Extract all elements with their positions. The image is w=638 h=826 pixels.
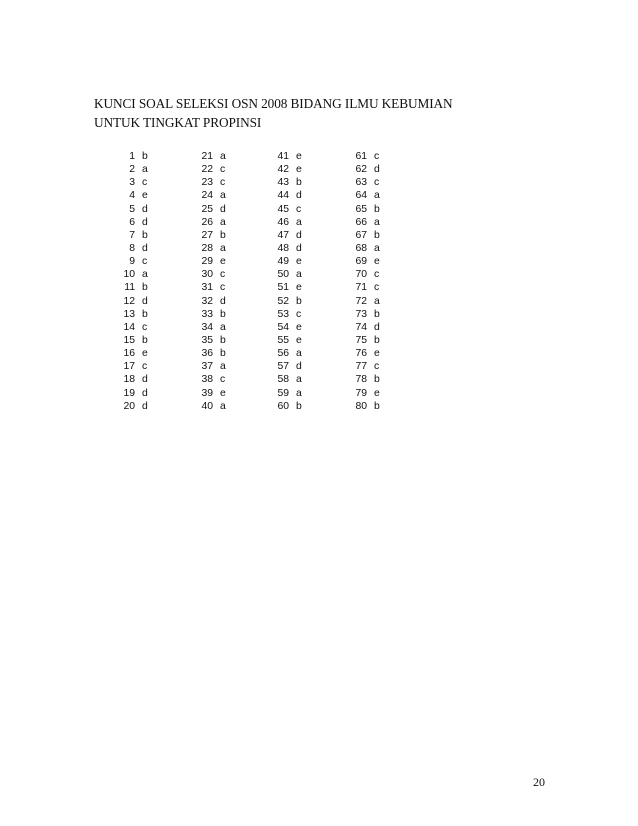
answer-row [261,400,308,413]
answer-letter: c [296,203,302,215]
answer-letter: c [142,321,148,333]
answer-row [107,216,154,229]
answer-letter: c [220,269,226,281]
answer-row [261,281,308,294]
answer-row [339,150,386,163]
answer-row [107,268,154,281]
document-title [94,94,453,132]
answer-row [339,229,386,242]
answer-letter: d [142,203,148,215]
question-number: 32 [201,295,213,307]
question-number: 31 [201,282,213,294]
question-number: 70 [355,269,367,281]
answer-row [339,295,386,308]
question-number: 36 [201,348,213,360]
answer-row [339,334,386,347]
question-number: 46 [277,216,289,228]
question-number: 72 [355,295,367,307]
answer-row [339,163,386,176]
answer-row [107,255,154,268]
question-number: 14 [123,321,135,333]
answer-letter: c [220,177,226,189]
answer-row [261,255,308,268]
answer-letter: c [296,308,302,320]
answer-letter: b [220,335,226,347]
answer-letter: b [374,229,380,241]
answer-row [261,347,308,360]
question-number: 45 [277,203,289,215]
answer-letter: a [374,190,380,202]
question-number: 18 [123,374,135,386]
answer-row [185,334,232,347]
answer-letter: d [374,321,380,333]
answer-letter: e [220,256,226,268]
title-line-2: UNTUK TINGKAT PROPINSI [94,115,262,130]
question-number: 38 [201,374,213,386]
answer-letter: b [296,177,302,189]
answer-letter: a [374,216,380,228]
answer-row [185,321,232,334]
question-number: 9 [129,256,135,268]
answer-letter: e [374,387,380,399]
answer-row [339,360,386,373]
answer-row [185,347,232,360]
answer-row [185,163,232,176]
answer-row [339,176,386,189]
answer-letter: d [142,387,148,399]
answer-letter: d [142,216,148,228]
answer-row [261,360,308,373]
answer-row [185,387,232,400]
question-number: 35 [201,335,213,347]
answer-letter: a [296,374,302,386]
answer-letter: d [296,243,302,255]
answer-key-grid [0,150,638,420]
answer-row [107,281,154,294]
answer-letter: b [220,348,226,360]
question-number: 40 [201,400,213,412]
answer-row [185,281,232,294]
question-number: 8 [129,243,135,255]
answer-row [261,334,308,347]
answer-letter: a [220,216,226,228]
question-number: 11 [124,282,135,294]
question-number: 7 [129,229,135,241]
answer-row [185,295,232,308]
answer-row [107,308,154,321]
answer-letter: b [296,400,302,412]
answer-row [339,242,386,255]
answer-letter: a [220,243,226,255]
answer-row [339,281,386,294]
answer-row [339,400,386,413]
answer-letter: b [142,229,148,241]
question-number: 37 [201,361,213,373]
answer-letter: c [220,164,226,176]
answer-letter: a [220,151,226,163]
answer-row [261,295,308,308]
question-number: 43 [277,177,289,189]
question-number: 25 [201,203,213,215]
question-number: 15 [123,335,135,347]
answer-row [107,150,154,163]
answer-row [107,373,154,386]
question-number: 1 [129,151,135,163]
answer-row [107,347,154,360]
answer-row [107,203,154,216]
answer-letter: b [296,295,302,307]
question-number: 27 [201,229,213,241]
question-number: 13 [123,308,135,320]
answer-row [339,189,386,202]
answer-letter: e [374,348,380,360]
answer-letter: e [296,164,302,176]
question-number: 33 [201,308,213,320]
answer-letter: b [220,229,226,241]
answer-letter: a [142,164,148,176]
answer-letter: d [142,295,148,307]
answer-letter: b [374,400,380,412]
answer-letter: e [296,321,302,333]
question-number: 30 [201,269,213,281]
answer-row [339,255,386,268]
question-number: 66 [355,216,367,228]
answer-row [339,387,386,400]
answer-letter: a [142,269,148,281]
question-number: 51 [277,282,289,294]
question-number: 50 [277,269,289,281]
answer-row [261,216,308,229]
answer-row [261,308,308,321]
answer-letter: b [142,308,148,320]
question-number: 48 [277,243,289,255]
answer-letter: b [142,282,148,294]
answer-letter: a [220,321,226,333]
question-number: 67 [355,229,367,241]
answer-row [339,268,386,281]
answer-letter: a [220,400,226,412]
answer-row [339,347,386,360]
answer-row [339,203,386,216]
answer-letter: b [142,335,148,347]
answer-letter: d [220,203,226,215]
answer-letter: c [374,177,380,189]
answer-column-2 [185,150,232,413]
answer-column-4 [339,150,386,413]
answer-row [185,203,232,216]
answer-letter: b [374,374,380,386]
question-number: 61 [355,151,367,163]
question-number: 73 [355,308,367,320]
question-number: 17 [123,361,135,373]
answer-column-1 [107,150,154,413]
question-number: 6 [129,216,135,228]
question-number: 63 [355,177,367,189]
answer-row [185,216,232,229]
question-number: 78 [355,374,367,386]
question-number: 34 [201,321,213,333]
question-number: 79 [355,387,367,399]
answer-row [261,373,308,386]
answer-letter: c [374,361,380,373]
answer-letter: e [374,256,380,268]
answer-letter: e [142,190,148,202]
question-number: 62 [355,164,367,176]
answer-letter: d [296,361,302,373]
answer-row [107,334,154,347]
answer-row [185,150,232,163]
question-number: 52 [277,295,289,307]
question-number: 26 [201,216,213,228]
answer-row [339,321,386,334]
answer-row [185,360,232,373]
answer-letter: a [220,361,226,373]
answer-row [107,400,154,413]
answer-letter: b [374,308,380,320]
answer-column-3 [261,150,308,413]
question-number: 60 [277,400,289,412]
answer-row [107,387,154,400]
answer-row [107,321,154,334]
question-number: 69 [355,256,367,268]
question-number: 29 [201,256,213,268]
question-number: 75 [355,335,367,347]
question-number: 56 [277,348,289,360]
question-number: 58 [277,374,289,386]
answer-row [261,163,308,176]
answer-letter: e [220,387,226,399]
answer-row [339,216,386,229]
question-number: 3 [129,177,135,189]
question-number: 55 [277,335,289,347]
question-number: 57 [277,361,289,373]
answer-row [339,308,386,321]
question-number: 59 [277,387,289,399]
question-number: 20 [123,400,135,412]
answer-row [107,360,154,373]
answer-row [261,229,308,242]
answer-row [107,242,154,255]
answer-row [107,163,154,176]
answer-letter: c [142,177,148,189]
answer-row [261,189,308,202]
answer-row [185,229,232,242]
question-number: 80 [355,400,367,412]
page-number: 20 [533,775,545,789]
answer-letter: e [296,256,302,268]
answer-letter: b [374,335,380,347]
question-number: 12 [123,295,135,307]
question-number: 19 [123,387,135,399]
answer-letter: a [374,243,380,255]
question-number: 68 [355,243,367,255]
answer-row [185,255,232,268]
answer-row [185,373,232,386]
answer-letter: d [142,243,148,255]
question-number: 74 [355,321,367,333]
answer-letter: c [142,361,148,373]
answer-letter: d [142,400,148,412]
question-number: 4 [129,190,135,202]
answer-row [339,373,386,386]
answer-letter: a [374,295,380,307]
answer-letter: a [296,269,302,281]
answer-letter: c [374,269,380,281]
answer-letter: d [374,164,380,176]
question-number: 21 [201,151,213,163]
answer-row [107,229,154,242]
answer-letter: d [220,295,226,307]
answer-letter: e [296,335,302,347]
answer-row [185,400,232,413]
answer-row [185,308,232,321]
answer-letter: e [296,282,302,294]
answer-row [185,189,232,202]
question-number: 5 [129,203,135,215]
answer-row [107,295,154,308]
question-number: 76 [355,348,367,360]
answer-letter: a [296,387,302,399]
answer-letter: b [220,308,226,320]
question-number: 44 [277,190,289,202]
answer-letter: c [374,151,380,163]
answer-letter: d [142,374,148,386]
question-number: 22 [201,164,213,176]
question-number: 41 [277,151,289,163]
question-number: 54 [277,321,289,333]
answer-letter: e [142,348,148,360]
answer-row [107,176,154,189]
question-number: 23 [201,177,213,189]
question-number: 24 [201,190,213,202]
answer-row [107,189,154,202]
answer-letter: a [296,216,302,228]
answer-row [185,268,232,281]
question-number: 49 [277,256,289,268]
answer-row [185,242,232,255]
question-number: 2 [129,164,135,176]
question-number: 10 [123,269,135,281]
answer-row [261,176,308,189]
answer-row [261,268,308,281]
title-line-1: KUNCI SOAL SELEKSI OSN 2008 BIDANG ILMU KEBUMIAN [94,96,453,111]
answer-letter: c [374,282,380,294]
question-number: 42 [277,164,289,176]
answer-row [185,176,232,189]
answer-letter: b [142,151,148,163]
answer-letter: b [374,203,380,215]
answer-row [261,387,308,400]
answer-letter: c [220,374,226,386]
answer-letter: d [296,229,302,241]
question-number: 71 [355,282,367,294]
question-number: 16 [123,348,135,360]
question-number: 64 [355,190,367,202]
answer-row [261,203,308,216]
answer-letter: d [296,190,302,202]
answer-letter: a [296,348,302,360]
question-number: 47 [277,229,289,241]
question-number: 65 [355,203,367,215]
question-number: 39 [201,387,213,399]
answer-letter: c [220,282,226,294]
answer-row [261,242,308,255]
question-number: 28 [201,243,213,255]
answer-row [261,150,308,163]
question-number: 53 [277,308,289,320]
question-number: 77 [355,361,367,373]
answer-letter: a [220,190,226,202]
answer-letter: c [142,256,148,268]
answer-letter: e [296,151,302,163]
answer-row [261,321,308,334]
